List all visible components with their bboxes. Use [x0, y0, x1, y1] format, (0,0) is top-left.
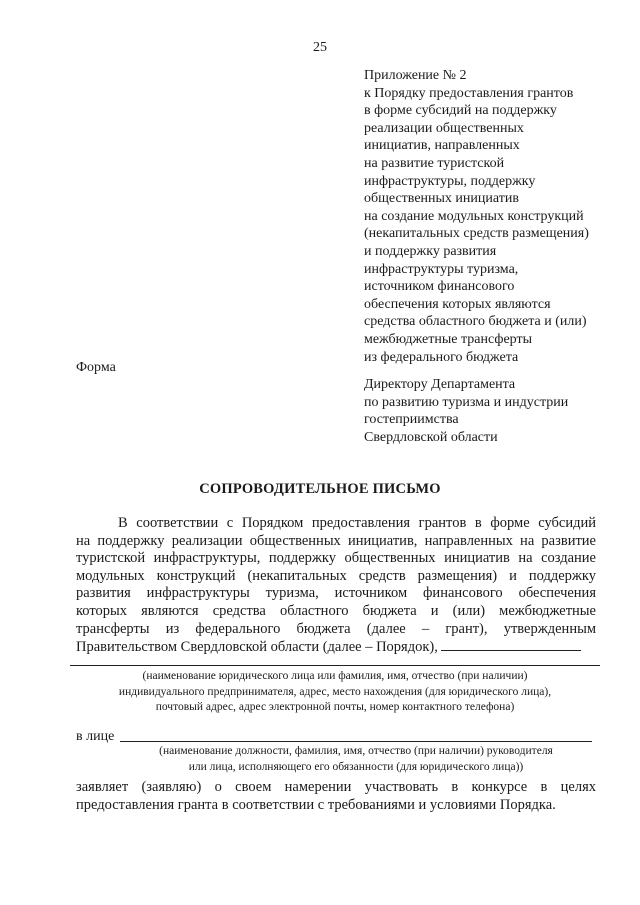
applicant-details-line[interactable]: [70, 665, 600, 666]
body-paragraph: [76, 515, 596, 657]
appendix-line: реализации общественных: [364, 120, 524, 136]
body-line: на поддержку реализации общественных инициатив, направленных на развитие: [76, 532, 596, 549]
applicant-details-hint: [70, 669, 600, 716]
addressee-line: Свердловской области: [364, 429, 498, 445]
addressee-line: по развитию туризма и индустрии: [364, 394, 569, 410]
representative-hint: [120, 744, 592, 775]
appendix-line: средства областного бюджета и (или): [364, 314, 587, 330]
page-number: 25: [313, 40, 327, 55]
appendix-line: обеспечения которых являются: [364, 296, 551, 312]
body-line-text: Правительством Свердловской области (далее – Порядок),: [76, 639, 438, 656]
body-line: которых являются средства областного бюджета и (или) межбюджетные: [76, 602, 596, 619]
appendix-line: на создание модульных конструкций: [364, 208, 584, 224]
form-label: Форма: [76, 360, 116, 375]
applicant-name-blank[interactable]: [441, 638, 581, 651]
representative-line[interactable]: [120, 741, 592, 742]
addressee-line: Директору Департамента: [364, 377, 516, 392]
hint-line: индивидуального предпринимателя, адрес, место нахождения (для юридического лица),: [118, 685, 552, 698]
body-line-last: [76, 638, 596, 657]
body-line: трансферты из федерального бюджета (далее – грант), утвержденным: [76, 620, 596, 637]
addressee-line: гостеприимства: [364, 412, 459, 427]
hint-line: (наименование должности, фамилия, имя, отчество (при наличии) руководителя: [159, 745, 553, 757]
appendix-line: и поддержку развития: [364, 243, 497, 259]
appendix-line: Приложение № 2: [364, 68, 467, 83]
body-line: В соответствии с Порядком предоставления грантов в форме субсидий: [118, 515, 596, 531]
closing-line: предоставления гранта в соответствии с требованиями и условиями Порядка.: [76, 796, 556, 813]
hint-line: (наименование юридического лица или фамилия, имя, отчество (при наличии): [142, 670, 528, 682]
hint-line: почтовый адрес, адрес электронной почты, номер контактного телефона): [155, 701, 515, 713]
document-title: СОПРОВОДИТЕЛЬНОЕ ПИСЬМО: [199, 481, 441, 497]
appendix-line: на развитие туристской: [364, 155, 505, 171]
hint-line: или лица, исполняющего его обязанности (для юридического лица)): [188, 760, 524, 773]
addressee-block: [364, 376, 568, 446]
appendix-line: инфраструктуры, поддержку: [364, 173, 536, 189]
appendix-line: инициатив, направленных: [364, 138, 520, 154]
closing-paragraph: [76, 779, 596, 814]
appendix-line: инфраструктуры туризма,: [364, 261, 519, 277]
appendix-line: источником финансового: [364, 279, 515, 295]
appendix-line: межбюджетные трансферты: [364, 331, 532, 347]
appendix-header: [364, 67, 624, 366]
appendix-line: (некапитальных средств размещения): [364, 226, 589, 242]
appendix-line: к Порядку предоставления грантов: [364, 85, 574, 101]
appendix-line: из федерального бюджета: [364, 349, 519, 365]
appendix-line: общественных инициатив: [364, 191, 519, 207]
body-line: модульных конструкций (некапитальных средств размещения) и поддержку: [76, 567, 596, 584]
body-line: туристской инфраструктуры, поддержку общественных инициатив на создание: [76, 550, 596, 567]
body-line: развития инфраструктуры туризма, источником финансового обеспечения: [76, 585, 596, 602]
closing-line: заявляет (заявляю) о своем намерении участвовать в конкурсе в целях: [76, 779, 596, 795]
appendix-line: в форме субсидий на поддержку: [364, 103, 557, 119]
in-person-label: в лице: [76, 729, 115, 744]
